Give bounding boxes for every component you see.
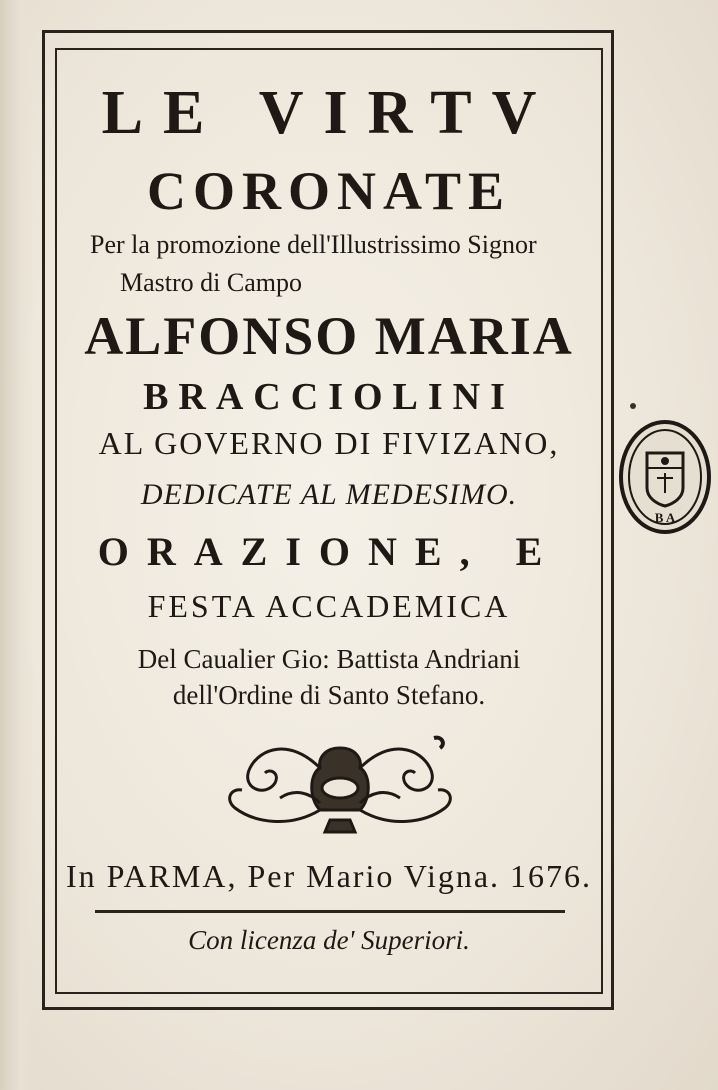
dedication-line: DEDICATE AL MEDESIMO. bbox=[140, 478, 518, 511]
library-stamp-icon bbox=[617, 418, 713, 536]
ink-dot bbox=[630, 403, 636, 409]
title-line-2: CORONATE bbox=[146, 161, 512, 221]
author-line-2: dell'Ordine di Santo Stefano. bbox=[172, 680, 486, 710]
name-line-2: BRACCIOLINI bbox=[143, 376, 515, 418]
governo-line: AL GOVERNO DI FIVIZANO, bbox=[98, 425, 560, 461]
subtitle-line-2: Mastro di Campo bbox=[120, 268, 302, 297]
stamp-initials: B A bbox=[654, 510, 676, 525]
festa-line: FESTA ACCADEMICA bbox=[147, 588, 511, 624]
subtitle-line-1: Per la promozione dell'Illustrissimo Signor bbox=[90, 230, 537, 259]
book-spine-shadow bbox=[0, 0, 34, 1090]
author-line-1: Del Caualier Gio: Battista Andriani bbox=[137, 644, 521, 674]
orazione-line: ORAZIONE, E bbox=[97, 529, 561, 574]
license-line: Con licenza de' Superiori. bbox=[188, 925, 470, 955]
title-line-1: LE VIRTV bbox=[101, 79, 557, 147]
imprint-line: In PARMA, Per Mario Vigna. 1676. bbox=[65, 858, 593, 894]
imprint-rule bbox=[95, 910, 565, 913]
name-line-1: ALFONSO MARIA bbox=[84, 306, 574, 366]
vase-ornament-icon bbox=[220, 728, 460, 838]
